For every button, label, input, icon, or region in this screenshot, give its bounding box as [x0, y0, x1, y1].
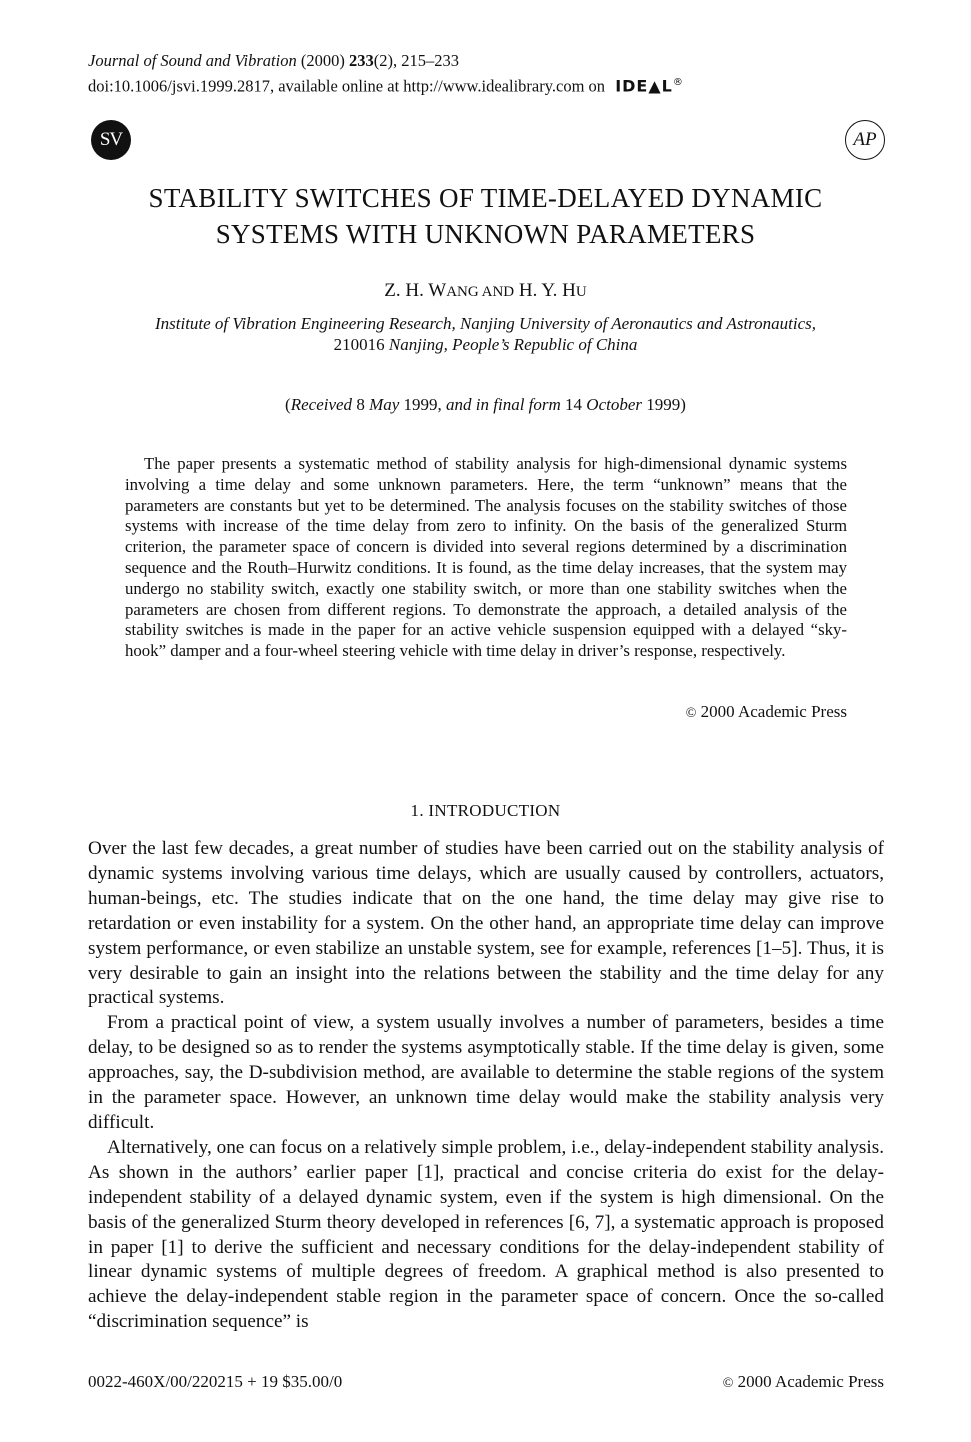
- footer-copyright: [600, 1372, 884, 1392]
- paragraph-2: From a practical point of view, a system usually involves a number of parameters, besides a time delay, to be designed so as to render the systems asymptotically stable. If the time delay is given, some approaches, say, the D-subdivision method, are available to determine the stable regions of the system in the parameter space. However, an unknown time delay would make the stability analysis very difficult.: [88, 1012, 884, 1133]
- section-heading: 1. INTRODUCTION: [410, 801, 561, 820]
- ideal-logo-text: IDE▲L: [615, 76, 673, 96]
- received-day: 8: [356, 395, 365, 414]
- abstract: The paper presents a systematic method of stability analysis for high-dimensional dynamic systems involving a time delay and some unknown parameters. Here, the term “unknown” means that the parameters are constants but yet to be determined. The analysis focuses on the stability switches of those systems with increase of the time delay from zero to infinity. On the basis of the generalized Sturm criterion, the parameter space of concern is divided into several regions determined by a discrimination sequence and the Routh–Hurwitz conditions. It is found, as the time delay increases, that the system may undergo no stability switch, exactly one stability switch, or more than one stability switches when the parameters are chosen from different regions. To demonstrate the approach, a detailed analysis of the stability switches is made in the paper for an active vehicle suspension equipped with a delayed “sky-hook” damper and a four-wheel steering vehicle with time delay in driver’s response, respectively.: [125, 454, 847, 661]
- final-day: 14: [565, 395, 583, 414]
- registered-mark: ®: [672, 77, 684, 88]
- final-month: October: [586, 395, 643, 414]
- paragraph-3: Alternatively, one can focus on a relatively simple problem, i.e., delay-independent stability analysis. As shown in the authors’ earlier paper [1], practical and concise criteria do exist for the delay-independent stability of a delayed dynamic system, even if the system is high dimensional. On the basis of the generalized Sturm theory developed in references [6, 7], a systematic approach is proposed in paper [1] to derive the sufficient and necessary conditions for the delay-independent stability of linear dynamic systems of multiple degrees of freedom. A graphical method is also presented to achieve the delay-independent stable region in the parameter space of concern. Once the so-called “discrimination sequence” is: [88, 1136, 884, 1333]
- received-label: Received: [290, 395, 353, 414]
- abstract-copyright-text: 2000 Academic Press: [700, 702, 847, 721]
- author-1-rest: ANG AND: [446, 284, 515, 300]
- received-open: (: [285, 395, 291, 414]
- author-2-initial: H. Y. H: [518, 280, 576, 301]
- affiliation-line-2: [0, 334, 971, 355]
- author-2-rest: U: [575, 284, 587, 300]
- doi-line: [88, 72, 684, 96]
- footer-code: 0022-460X/00/220215 + 19 $35.00/0: [88, 1372, 343, 1391]
- footer-copyright-text: 2000 Academic Press: [737, 1372, 884, 1391]
- affiliation-postcode: 210016: [333, 335, 385, 354]
- received-month: May: [369, 395, 400, 414]
- abstract-copyright: [600, 702, 847, 722]
- body-text: [88, 837, 884, 1335]
- sv-logo: SV: [91, 120, 131, 160]
- paper-title-line-1: STABILITY SWITCHES OF TIME-DELAYED DYNAMIC: [148, 183, 823, 213]
- ideal-logo: [615, 72, 684, 96]
- journal-name: Journal of Sound and Vibration: [88, 51, 297, 70]
- authors: [0, 279, 971, 304]
- final-form-label: and in final form: [446, 395, 561, 414]
- journal-issue-pages: (2), 215–233: [373, 51, 459, 70]
- copyright-icon: ©: [722, 1376, 734, 1391]
- received-year: 1999,: [403, 395, 442, 414]
- copyright-icon: ©: [685, 706, 697, 721]
- affiliation-line-1: Institute of Vibration Engineering Research, Nanjing University of Aeronautics and Astronautics,: [154, 314, 817, 333]
- journal-citation: [88, 50, 459, 71]
- doi-text: doi:10.1006/jsvi.1999.2817, available online at http://www.idealibrary.com on: [88, 76, 606, 96]
- journal-year: (2000): [300, 51, 345, 70]
- journal-volume: 233: [348, 51, 374, 70]
- paper-title-line-2: SYSTEMS WITH UNKNOWN PARAMETERS: [215, 219, 756, 249]
- final-year: 1999): [646, 395, 686, 414]
- ap-logo: AP: [845, 120, 885, 160]
- author-1-initial: Z. H. W: [384, 280, 447, 301]
- received-dates: [0, 394, 971, 415]
- affiliation-city: Nanjing, People’s Republic of China: [388, 335, 638, 354]
- paragraph-1: Over the last few decades, a great number of studies have been carried out on the stability analysis of dynamic systems involving various time delays, which are usually caused by controllers, actuators, human-beings, etc. The studies indicate that on the one hand, the time delay may give rise to retardation or even instability for a system. On the other hand, an appropriate time delay can improve system performance, or even stabilize an unstable system, see for example, references [1–5]. Thus, it is very desirable to gain an insight into the relations between the stability and the time delay for any practical systems.: [88, 838, 884, 1009]
